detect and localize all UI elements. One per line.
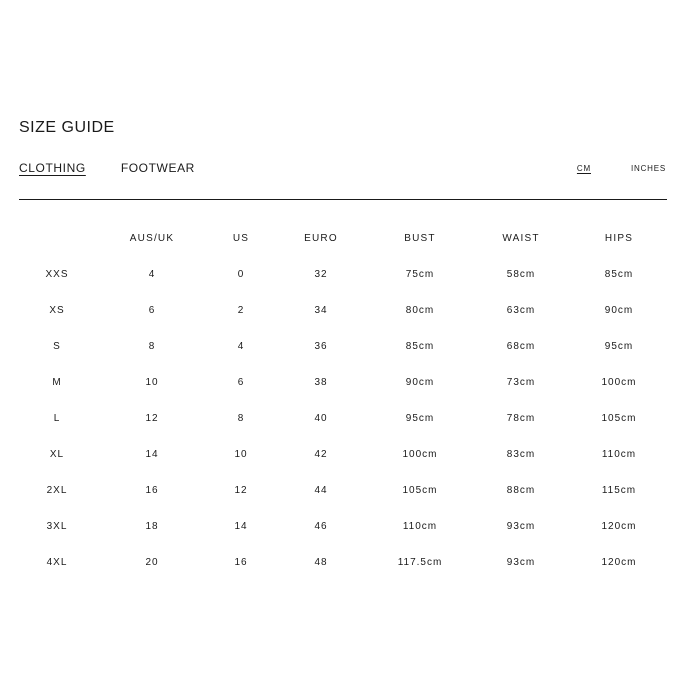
table-cell: 4 bbox=[148, 268, 156, 280]
size-label-cell: XXS bbox=[45, 268, 69, 280]
unit-inches-button[interactable]: INCHES bbox=[630, 164, 666, 173]
table-cell: 32 bbox=[314, 268, 328, 280]
size-label-cell: S bbox=[53, 340, 61, 352]
tab-footwear[interactable]: FOOTWEAR bbox=[120, 161, 195, 175]
table-cell: 110cm bbox=[402, 520, 438, 532]
table-cell: 8 bbox=[237, 412, 245, 424]
table-cell: 93cm bbox=[506, 520, 536, 532]
table-cell: 6 bbox=[148, 304, 156, 316]
table-header-row bbox=[19, 220, 667, 256]
tab-clothing[interactable]: CLOTHING bbox=[19, 161, 86, 175]
table-header-cell: BUST bbox=[404, 232, 436, 244]
divider bbox=[19, 199, 667, 200]
table-cell: 93cm bbox=[506, 556, 536, 568]
table-header-cell: EURO bbox=[304, 232, 338, 244]
table-cell: 83cm bbox=[506, 448, 536, 460]
table-cell: 44 bbox=[314, 484, 328, 496]
table-cell: 2 bbox=[237, 304, 245, 316]
table-cell: 90cm bbox=[405, 376, 435, 388]
table-cell: 85cm bbox=[604, 268, 634, 280]
table-cell: 90cm bbox=[604, 304, 634, 316]
table-body bbox=[19, 256, 667, 580]
table-cell: 100cm bbox=[601, 376, 637, 388]
table-cell: 120cm bbox=[601, 556, 637, 568]
table-cell: 38 bbox=[314, 376, 328, 388]
table-header-cell: HIPS bbox=[604, 232, 634, 244]
table-cell: 14 bbox=[145, 448, 159, 460]
table-header-cell: US bbox=[232, 232, 250, 244]
table-cell: 40 bbox=[314, 412, 328, 424]
size-label-cell: 2XL bbox=[46, 484, 68, 496]
page-title: SIZE GUIDE bbox=[19, 119, 115, 136]
table-cell: 8 bbox=[148, 340, 156, 352]
size-label-cell: 4XL bbox=[46, 556, 68, 568]
table-cell: 68cm bbox=[506, 340, 536, 352]
unit-toggle bbox=[577, 163, 666, 175]
table-row bbox=[19, 328, 667, 364]
table-cell: 4 bbox=[237, 340, 245, 352]
size-label-cell: M bbox=[52, 376, 62, 388]
table-cell: 115cm bbox=[601, 484, 637, 496]
table-cell: 110cm bbox=[601, 448, 637, 460]
table-cell: 120cm bbox=[601, 520, 637, 532]
table-cell: 105cm bbox=[601, 412, 637, 424]
table-cell: 16 bbox=[145, 484, 159, 496]
table-cell: 95cm bbox=[604, 340, 634, 352]
table-row bbox=[19, 364, 667, 400]
size-label-cell: XL bbox=[49, 448, 65, 460]
size-label-cell: 3XL bbox=[46, 520, 68, 532]
table-cell: 14 bbox=[234, 520, 248, 532]
table-cell: 95cm bbox=[405, 412, 435, 424]
table-cell: 117.5cm bbox=[397, 556, 443, 568]
table-header-cell bbox=[19, 220, 95, 256]
table-cell: 48 bbox=[314, 556, 328, 568]
table-row bbox=[19, 256, 667, 292]
table-cell: 78cm bbox=[506, 412, 536, 424]
table-cell: 36 bbox=[314, 340, 328, 352]
table-row bbox=[19, 292, 667, 328]
size-label-cell: L bbox=[53, 412, 61, 424]
table-cell: 80cm bbox=[405, 304, 435, 316]
table-cell: 88cm bbox=[506, 484, 536, 496]
table-header-cell: WAIST bbox=[502, 232, 540, 244]
table-row bbox=[19, 400, 667, 436]
table-cell: 10 bbox=[234, 448, 248, 460]
table-cell: 10 bbox=[145, 376, 159, 388]
table-cell: 12 bbox=[145, 412, 159, 424]
table-cell: 100cm bbox=[402, 448, 438, 460]
table-cell: 46 bbox=[314, 520, 328, 532]
table-header-cell: AUS/UK bbox=[129, 232, 175, 244]
size-table bbox=[19, 220, 667, 580]
table-cell: 12 bbox=[234, 484, 248, 496]
unit-cm-button[interactable]: CM bbox=[576, 164, 591, 173]
table-cell: 105cm bbox=[402, 484, 438, 496]
table-cell: 85cm bbox=[405, 340, 435, 352]
table-cell: 0 bbox=[237, 268, 245, 280]
table-cell: 63cm bbox=[506, 304, 536, 316]
table-cell: 73cm bbox=[506, 376, 536, 388]
table-cell: 6 bbox=[237, 376, 245, 388]
table-cell: 20 bbox=[145, 556, 159, 568]
table-row bbox=[19, 508, 667, 544]
table-cell: 16 bbox=[234, 556, 248, 568]
category-tabs bbox=[19, 160, 195, 176]
table-cell: 18 bbox=[145, 520, 159, 532]
table-row bbox=[19, 436, 667, 472]
table-row bbox=[19, 472, 667, 508]
table-cell: 42 bbox=[314, 448, 328, 460]
table-cell: 34 bbox=[314, 304, 328, 316]
table-cell: 75cm bbox=[405, 268, 435, 280]
table-row bbox=[19, 544, 667, 580]
table-cell: 58cm bbox=[506, 268, 536, 280]
size-label-cell: XS bbox=[49, 304, 65, 316]
